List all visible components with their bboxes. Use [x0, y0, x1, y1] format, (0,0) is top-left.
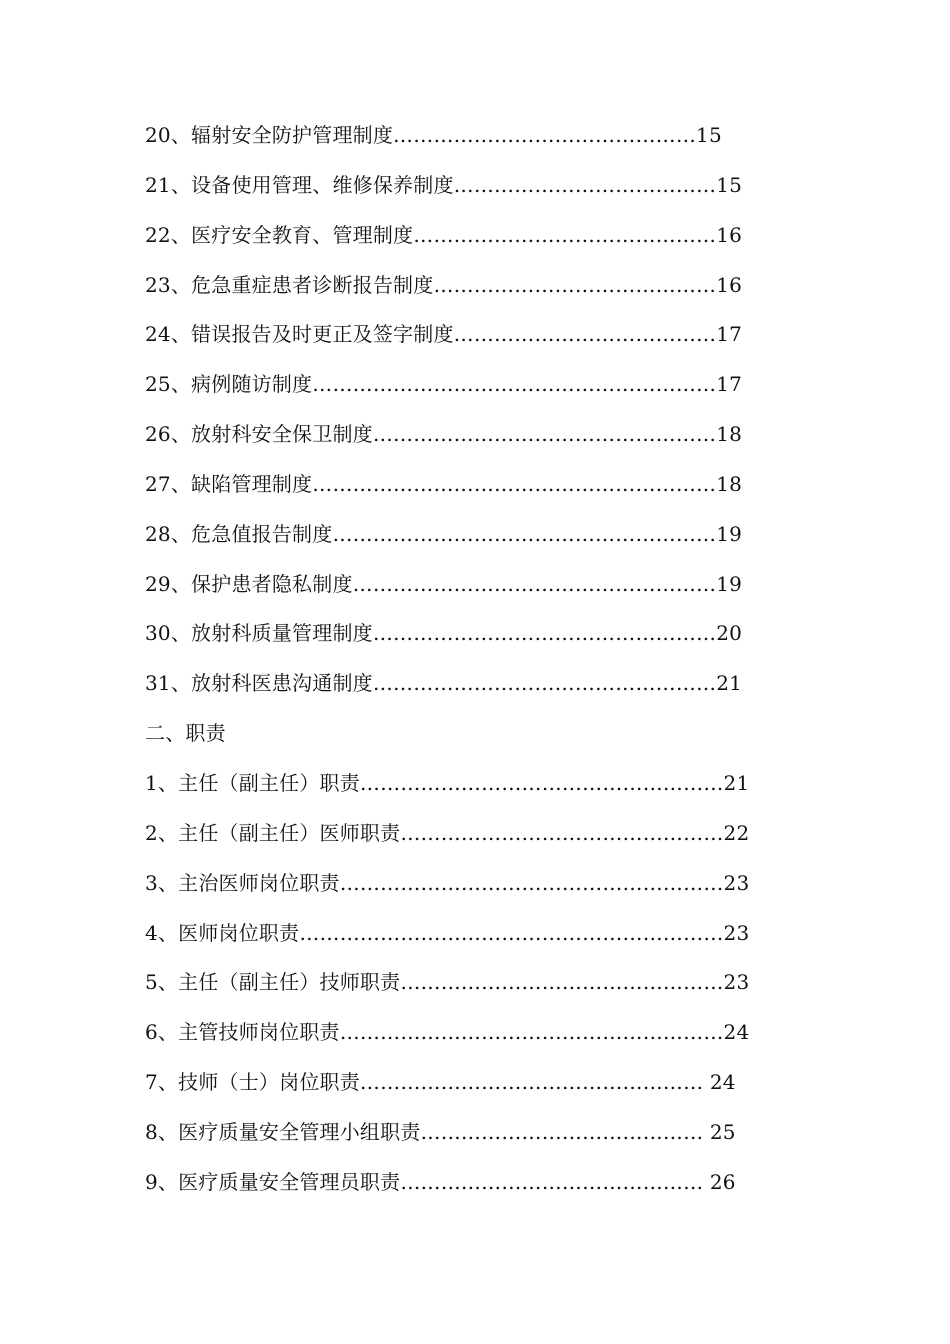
toc-entry-25: 25、病例随访制度……………………………………………………17 — [145, 372, 743, 397]
toc-entry-21: 21、设备使用管理、维修保养制度…………………………………15 — [145, 172, 743, 197]
toc-entry-23: 23、危急重症患者诊断报告制度……………………………………16 — [145, 272, 743, 297]
toc-entry-28: 28、危急值报告制度…………………………………………………19 — [145, 521, 743, 546]
toc-entry-20: 20、辐射安全防护管理制度………………………………………15 — [145, 123, 722, 147]
toc-entry-22: 22、医疗安全教育、管理制度………………………………………16 — [145, 222, 743, 247]
toc-entry-27: 27、缺陷管理制度……………………………………………………18 — [145, 471, 743, 496]
toc-entry-30: 30、放射科质量管理制度……………………………………………20 — [145, 621, 743, 646]
toc-duty-8: 8、医疗质量安全管理小组职责…………………………………… 25 — [145, 1119, 736, 1144]
toc-duty-4: 4、医师岗位职责………………………………………………………23 — [145, 920, 750, 945]
toc-entry-24: 24、错误报告及时更正及签字制度…………………………………17 — [145, 322, 743, 347]
toc-section-heading: 二、职责 — [145, 721, 226, 746]
toc-duty-2: 2、主任（副主任）医师职责…………………………………………22 — [145, 820, 750, 845]
toc-duty-6: 6、主管技师岗位职责…………………………………………………24 — [145, 1020, 750, 1045]
toc-entry-31: 31、放射科医患沟通制度……………………………………………21 — [145, 671, 743, 696]
toc-duty-9: 9、医疗质量安全管理员职责……………………………………… 26 — [145, 1169, 736, 1194]
toc-duty-1: 1、主任（副主任）职责………………………………………………21 — [145, 770, 750, 795]
toc-duty-7: 7、技师（士）岗位职责…………………………………………… 24 — [145, 1070, 736, 1095]
toc-entry-29: 29、保护患者隐私制度………………………………………………19 — [145, 571, 743, 596]
toc-duty-3: 3、主治医师岗位职责…………………………………………………23 — [145, 870, 750, 895]
toc-duty-5: 5、主任（副主任）技师职责…………………………………………23 — [145, 970, 750, 995]
toc-entry-26: 26、放射科安全保卫制度……………………………………………18 — [145, 422, 743, 447]
table-of-contents — [145, 119, 805, 1216]
